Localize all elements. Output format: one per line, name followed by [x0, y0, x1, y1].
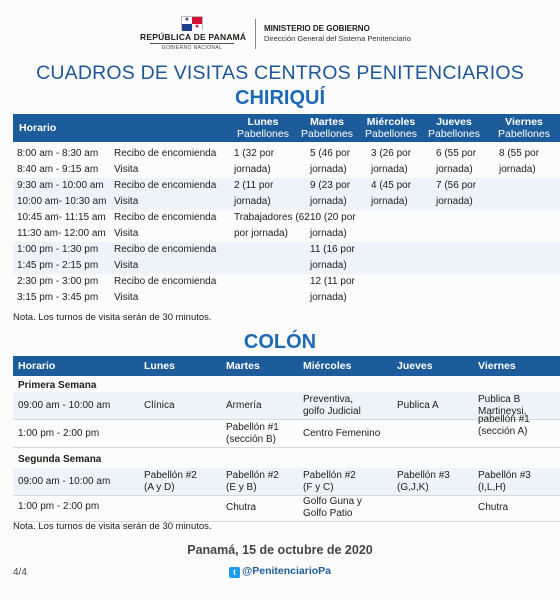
panama-flag-icon: ★ ★ [181, 16, 203, 30]
table-row [13, 178, 560, 210]
cell-lunes: Trabajadores (62 por jornada) [234, 212, 310, 239]
chiriqui-table-body [13, 146, 560, 306]
week-section-header [13, 448, 560, 468]
cell-jueves: Pabellón #3 (G,J,K) [397, 470, 450, 493]
schedule-activity: Recibo de encomienda Visita [114, 148, 217, 175]
colon-table-header [13, 356, 560, 376]
week-section-header [13, 376, 560, 392]
schedule-time: 1:00 pm - 2:00 pm [18, 428, 100, 439]
col-header-jueves [423, 116, 485, 140]
schedule-time: 9:30 am - 10:00 am 10:00 am- 10:30 am [17, 180, 107, 207]
cell-martes: 5 (46 por jornada) [310, 148, 351, 175]
government-subtitle: GOBIERNO NACIONAL [150, 43, 234, 51]
schedule-time: 10:45 am- 11:15 am 11:30 am- 12:00 am [17, 212, 106, 239]
schedule-activity: Recibo de encomienda Visita [114, 180, 217, 207]
schedule-time: 8:00 am - 8:30 am 8:40 am - 9:15 am [17, 148, 99, 175]
table-row [13, 210, 560, 242]
col-header-viernes-label: Viernes [505, 116, 543, 128]
col-header-lunes: Lunes [144, 360, 175, 372]
cell-miercoles: 4 (45 por jornada) [371, 180, 412, 207]
cell-miercoles: Golfo Guna y Golfo Patio [303, 496, 362, 519]
schedule-time: 1:00 pm - 2:00 pm [18, 501, 100, 512]
schedule-time: 09:00 am - 10:00 am [18, 400, 111, 411]
cell-lunes: 1 (32 por jornada) [234, 148, 275, 175]
ministry-title: MINISTERIO DE GOBIERNO [264, 24, 370, 33]
week-label: Segunda Semana [18, 454, 102, 465]
cell-jueves: 6 (55 por jornada) [436, 148, 477, 175]
col-header-martes-label: Martes [310, 116, 344, 128]
col-header-martes [296, 116, 358, 140]
page-title: CUADROS DE VISITAS CENTROS PENITENCIARIOS [36, 62, 524, 84]
col-header-martes: Martes [226, 360, 260, 372]
schedule-time: 09:00 am - 10:00 am [18, 476, 111, 487]
cell-miercoles: Pabellón #2 (F y C) [303, 470, 356, 493]
cell-lunes: 2 (11 por jornada) [234, 180, 274, 207]
chiriqui-note: Nota. Los turnos de visita serán de 30 minutos. [13, 312, 212, 323]
col-header-jueves-label: Jueves [436, 116, 472, 128]
footer-date: Panamá, 15 de octubre de 2020 [187, 543, 373, 557]
cell-martes: 9 (23 por jornada) [310, 180, 351, 207]
page-number: 4/4 [13, 567, 27, 578]
table-row [13, 274, 560, 306]
page-header [0, 16, 560, 52]
table-row [13, 496, 560, 522]
ministry-block [264, 24, 411, 43]
schedule-time: 1:00 pm - 1:30 pm 1:45 pm - 2:15 pm [17, 244, 99, 271]
cell-miercoles: Centro Femenino [303, 428, 381, 439]
table-row [13, 242, 560, 274]
twitter-handle-link[interactable] [0, 565, 560, 578]
cell-martes: 12 (11 por jornada) [310, 276, 355, 303]
week-label: Primera Semana [18, 380, 97, 391]
cell-martes: Chutra [226, 502, 257, 513]
region-title-colon: COLÓN [243, 331, 317, 353]
cell-martes: Armería [226, 400, 262, 411]
table-row [13, 414, 560, 448]
col-header-horario: Horario [19, 122, 57, 134]
cell-viernes: 8 (55 por jornada) [499, 148, 540, 175]
colon-table-body [13, 376, 560, 522]
col-header-pabellones: Pabellones [237, 128, 289, 140]
col-header-pabellones: Pabellones [498, 128, 550, 140]
cell-miercoles: 3 (26 por jornada) [371, 148, 412, 175]
schedule-activity: Recibo de encomienda Visita [114, 276, 217, 303]
table-row [13, 468, 560, 496]
col-header-horario: Horario [18, 360, 56, 372]
twitter-icon: t [229, 567, 240, 578]
col-header-viernes [490, 116, 558, 140]
cell-martes: Pabellón #1 (sección B) [226, 422, 279, 445]
col-header-miercoles: Miércoles [303, 360, 352, 372]
col-header-pabellones: Pabellones [428, 128, 480, 140]
col-header-pabellones: Pabellones [365, 128, 417, 140]
twitter-handle: @PenitenciarioPa [241, 565, 332, 577]
cell-martes: 11 (16 por jornada) [310, 244, 355, 271]
ministry-subtitle: Dirección General del Sistema Penitenciario [264, 34, 411, 43]
cell-viernes: Chutra [478, 502, 509, 513]
cell-viernes: Publica B Martineysi, [478, 394, 527, 417]
col-header-pabellones: Pabellones [301, 128, 353, 140]
chiriqui-table-header [13, 114, 560, 142]
col-header-miercoles-label: Miércoles [366, 116, 416, 128]
cell-viernes: Pabellón #3 (I,L,H) [478, 470, 531, 493]
col-header-viernes: Viernes [478, 360, 516, 372]
cell-jueves: Publica A [397, 400, 439, 411]
government-title: REPÚBLICA DE PANAMÁ [140, 32, 247, 42]
region-title-chiriqui: CHIRIQUÍ [235, 87, 325, 109]
government-logo [140, 16, 247, 51]
schedule-activity: Recibo de encomienda Visita [114, 212, 217, 239]
cell-martes: 10 (20 por jornada) [310, 212, 356, 239]
cell-jueves: 7 (56 por jornada) [436, 180, 477, 207]
cell-viernes-cont: pabellón #1 (sección A) [478, 414, 530, 437]
header-divider [255, 19, 256, 49]
cell-lunes: Clínica [144, 400, 175, 411]
cell-miercoles: Preventiva, golfo Judicial [303, 394, 361, 417]
col-header-jueves: Jueves [397, 360, 433, 372]
col-header-miercoles [360, 116, 422, 140]
cell-martes: Pabellón #2 (E y B) [226, 470, 279, 493]
col-header-lunes-label: Lunes [247, 116, 279, 128]
col-header-lunes [232, 116, 294, 140]
schedule-time: 2:30 pm - 3:00 pm 3:15 pm - 3:45 pm [17, 276, 99, 303]
schedule-activity: Recibo de encomienda Visita [114, 244, 217, 271]
cell-lunes: Pabellón #2 (A y D) [144, 470, 197, 493]
colon-note: Nota. Los turnos de visita serán de 30 minutos. [13, 521, 212, 532]
table-row [13, 146, 560, 178]
